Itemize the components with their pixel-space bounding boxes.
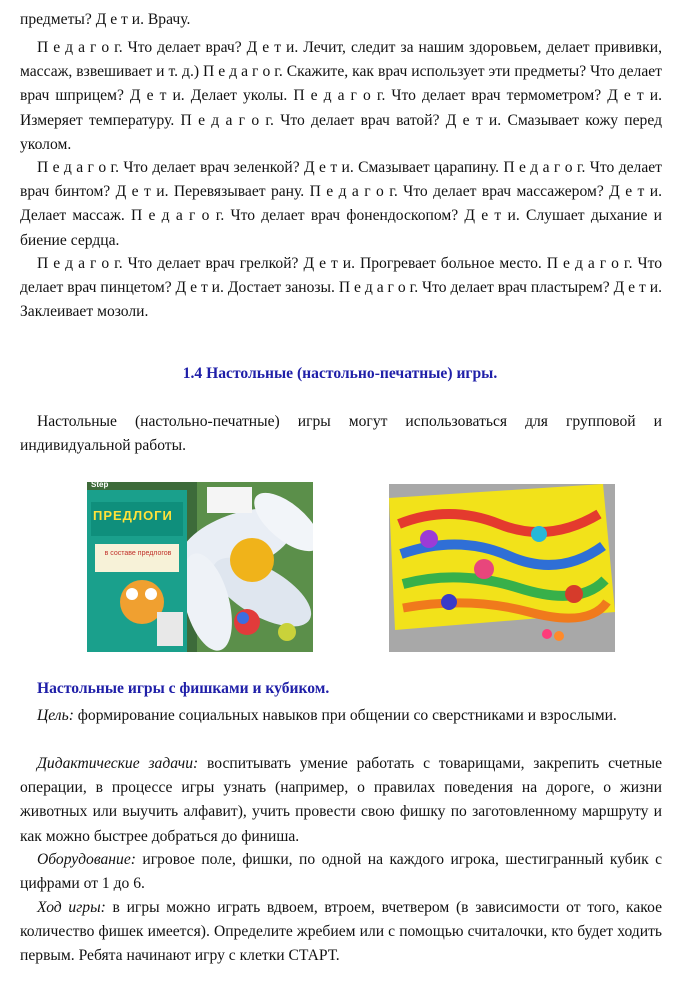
photo-game-board-drawing [389,484,615,652]
goal-paragraph [20,704,662,728]
goal-label: Цель: [37,707,74,724]
section-heading: 1.4 Настольные (настольно-печатные) игры. [182,365,498,382]
procedure-paragraph [20,896,662,969]
paragraph-1: П е д а г о г. Что делает врач? Д е т и. Лечит, следит за нашим здоровьем, делает прививки, массаж, взвешивает и т. д.) П е д а г о г. Скажите, как врач использует эти предметы? Что делает врач шприцем? Д е т и. Делает уколы. П е д а г о г. Что делает врач термометром? Д е т и. Измеряет температуру. П е д а г о г. Что делает врач ватой? Д е т и. Смазывает кожу перед уколом. [20,39,662,153]
box-title-label: ПРЕДЛОГИ [93,508,173,523]
tasks-label: Дидактические задачи: [37,755,199,772]
paragraph-3: П е д а г о г. Что делает врач грелкой? Д е т и. Прогревает больное место. П е д а г о г. Что делает врач пинцетом? Д е т и. Достает занозы. П е д а г о г. Что делает врач пластырем? Д е т и. Заклеивает мозоли. [20,255,662,321]
equipment-text: игровое поле, фишки, по одной на каждого игрока, шестигранный кубик с цифрами от 1 до 6. [20,851,662,893]
intro-paragraph: Настольные (настольно-печатные) игры могут использоваться для групповой и индивидуальной работы. [20,413,662,455]
equipment-label: Оборудование: [37,851,136,868]
tasks-paragraph [20,752,662,849]
tasks-text: воспитывать умение работать с товарищами, закрепить счетные операции, в процессе игры узнать (например, о правилах поведения на дороге, о жизни животных или выучить алфавит), учить провести свою фишку по заготовленному маршруту и как можно быстрее добраться до финиша. [20,755,662,845]
paragraph-0: предметы? Д е т и. Врачу. [20,11,191,28]
game-heading: Настольные игры с фишками и кубиком. [37,680,330,697]
procedure-text: в игры можно играть вдвоем, втроем, вчетвером (в зависимости от того, какое количество фишек имеется). Определите жребием или с помощью считалочки, кто будет ходить первым. Ребята начинают игру с клетки СТАРТ. [20,899,662,965]
box-brand-label: Step [91,482,109,489]
box-subtitle-label: в составе предлогов [104,550,172,557]
paragraph-2: П е д а г о г. Что делает врач зеленкой? Д е т и. Смазывает царапину. П е д а г о г. Что делает врач бинтом? Д е т и. Перевязывает рану. П е д а г о г. Что делает врач массажером? Д е т и. Делает массаж. П е д а г о г. Что делает врач фонендоскопом? Д е т и. Слушает дыхание и биение сердца. [20,159,662,249]
procedure-label: Ход игры: [37,899,106,916]
goal-text: формирование социальных навыков при общении со сверстниками и взрослыми. [73,707,617,724]
photo-board-game-box [87,482,313,652]
photo-game-board [389,484,615,652]
equipment-paragraph [20,848,662,896]
